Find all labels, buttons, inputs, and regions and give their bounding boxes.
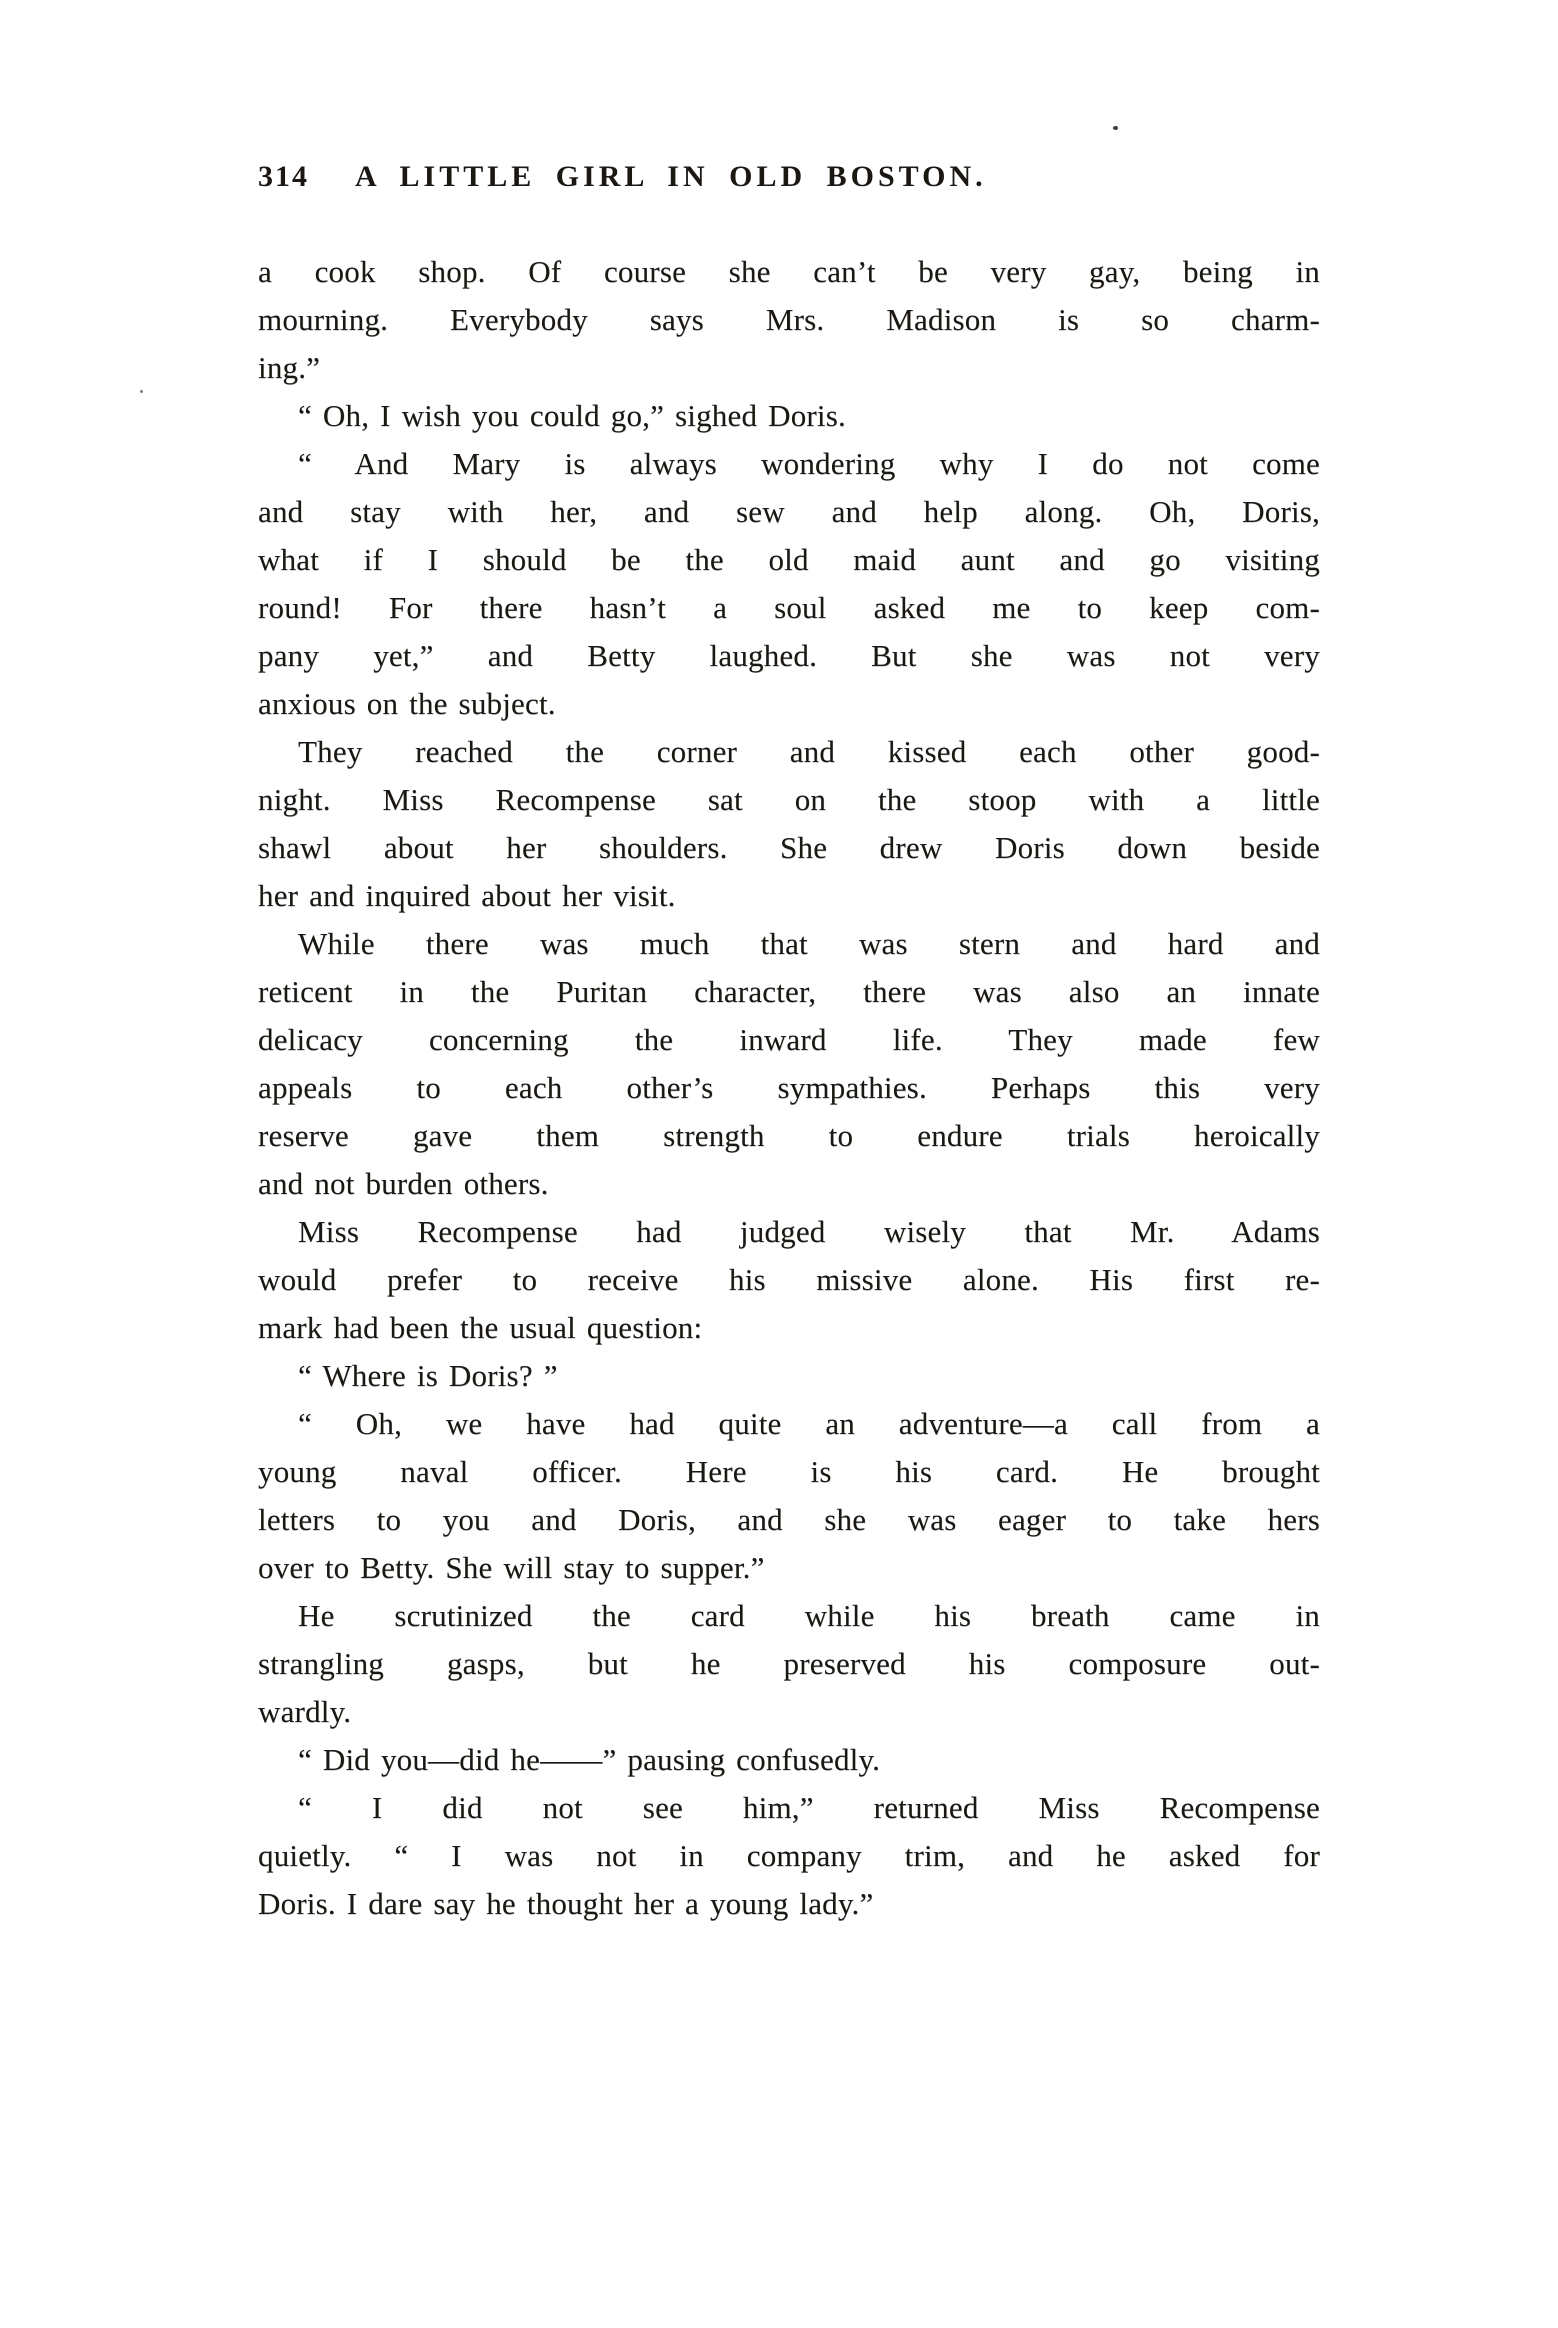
paragraph xyxy=(258,1400,1320,1592)
text-line: shawl about her shoulders. She drew Doris down beside xyxy=(258,830,1320,865)
text-line: Miss Recompense had judged wisely that Mr. Adams xyxy=(298,1214,1320,1249)
text-line: her and inquired about her visit. xyxy=(258,878,676,913)
text-line: “ Did you—did he——” pausing confusedly. xyxy=(298,1742,881,1777)
text-line: appeals to each other’s sympathies. Perhaps this very xyxy=(258,1070,1320,1105)
text-line: over to Betty. She will stay to supper.” xyxy=(258,1550,765,1585)
text-line: night. Miss Recompense sat on the stoop with a little xyxy=(258,782,1320,817)
text-line: mourning. Everybody says Mrs. Madison is so charm- xyxy=(258,302,1320,337)
text-line: quietly. “ I was not in company trim, and he asked for xyxy=(258,1838,1320,1873)
text-line: anxious on the subject. xyxy=(258,686,556,721)
scan-speck xyxy=(1113,126,1118,130)
text-line: strangling gasps, but he preserved his composure out- xyxy=(258,1646,1320,1681)
paragraph xyxy=(258,1208,1320,1352)
text-line: Doris. I dare say he thought her a young lady.” xyxy=(258,1886,874,1921)
text-line: They reached the corner and kissed each other good- xyxy=(298,734,1320,769)
paragraph xyxy=(258,392,1320,440)
text-line: He scrutinized the card while his breath came in xyxy=(298,1598,1320,1633)
text-line: would prefer to receive his missive alone. His first re- xyxy=(258,1262,1320,1297)
paragraph xyxy=(258,1592,1320,1736)
text-line: round! For there hasn’t a soul asked me to keep com- xyxy=(258,590,1320,625)
paragraph xyxy=(258,1736,1320,1784)
text-line: and not burden others. xyxy=(258,1166,549,1201)
page-number: 314 xyxy=(258,160,309,193)
text-line: delicacy concerning the inward life. They made few xyxy=(258,1022,1320,1057)
running-header xyxy=(258,158,1320,196)
paragraph xyxy=(258,920,1320,1208)
text-line: “ And Mary is always wondering why I do not come xyxy=(298,446,1320,481)
text-line: wardly. xyxy=(258,1694,352,1729)
text-line: “ Oh, we have had quite an adventure—a call from a xyxy=(298,1406,1320,1441)
paragraph xyxy=(258,440,1320,728)
text-line: young naval officer. Here is his card. He brought xyxy=(258,1454,1320,1489)
body-text xyxy=(258,248,1320,1928)
paragraph xyxy=(258,1784,1320,1928)
scan-speck xyxy=(140,390,143,393)
text-column xyxy=(258,158,1320,1928)
text-line: pany yet,” and Betty laughed. But she was not very xyxy=(258,638,1320,673)
text-line: a cook shop. Of course she can’t be very gay, being in xyxy=(258,254,1320,289)
running-title: A LITTLE GIRL IN OLD BOSTON. xyxy=(355,160,987,193)
paragraph xyxy=(258,248,1320,392)
paragraph xyxy=(258,1352,1320,1400)
text-line: While there was much that was stern and hard and xyxy=(298,926,1320,961)
text-line: ing.” xyxy=(258,350,321,385)
text-line: “ Oh, I wish you could go,” sighed Doris. xyxy=(298,398,846,433)
text-line: reserve gave them strength to endure trials heroically xyxy=(258,1118,1320,1153)
text-line: “ Where is Doris? ” xyxy=(298,1358,558,1393)
text-line: mark had been the usual question: xyxy=(258,1310,703,1345)
text-line: “ I did not see him,” returned Miss Recompense xyxy=(298,1790,1320,1825)
text-line: what if I should be the old maid aunt and go visiting xyxy=(258,542,1320,577)
text-line: letters to you and Doris, and she was eager to take hers xyxy=(258,1502,1320,1537)
text-line: reticent in the Puritan character, there was also an innate xyxy=(258,974,1320,1009)
paragraph xyxy=(258,728,1320,920)
text-line: and stay with her, and sew and help along. Oh, Doris, xyxy=(258,494,1320,529)
